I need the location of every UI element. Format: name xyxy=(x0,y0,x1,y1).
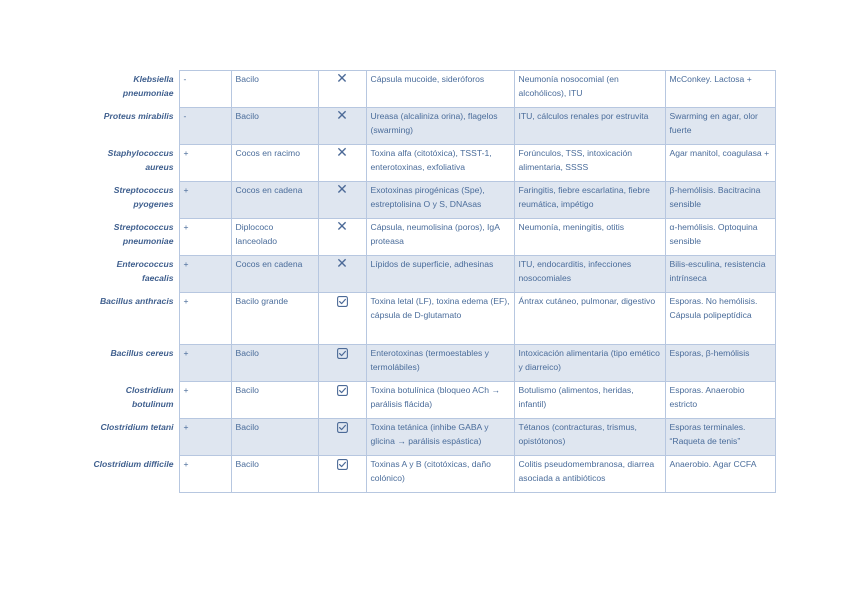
gram-stain-cell: + xyxy=(179,219,231,256)
spore-cell xyxy=(318,71,366,108)
diagnosis-cell: Esporas terminales. “Raqueta de tenis” xyxy=(665,419,775,456)
table-row xyxy=(78,219,775,256)
diseases-cell: Botulismo (alimentos, heridas, infantil) xyxy=(514,382,665,419)
diagnosis-cell: Swarming en agar, olor fuerte xyxy=(665,108,775,145)
diagnosis-cell: Bilis-esculina, resistencia intrínseca xyxy=(665,256,775,293)
morphology-cell: Bacilo xyxy=(231,419,318,456)
bacteria-name-cell xyxy=(78,256,179,293)
bacteria-name-line2: pneumoniae xyxy=(122,87,174,98)
virulence-factors-cell: Exotoxinas pirogénicas (Spe), estreptolisina O y S, DNAsas xyxy=(366,182,514,219)
gram-stain-cell: - xyxy=(179,108,231,145)
morphology-cell: Cocos en cadena xyxy=(231,256,318,293)
bacteria-name-line1: Streptococcus xyxy=(113,184,174,195)
x-mark-icon: ✕ xyxy=(336,71,348,87)
spore-cell xyxy=(318,145,366,182)
diseases-cell: Tétanos (contracturas, trismus, opistótonos) xyxy=(514,419,665,456)
spore-cell xyxy=(318,293,366,345)
bacteria-name-cell xyxy=(78,219,179,256)
virulence-factors-cell: Toxinas A y B (citotóxicas, daño colónico) xyxy=(366,456,514,493)
bacteria-name-line2: pneumoniae xyxy=(122,235,174,246)
bacteria-table xyxy=(78,70,776,493)
diseases-cell: Faringitis, fiebre escarlatina, fiebre reumática, impétigo xyxy=(514,182,665,219)
x-mark-icon: ✕ xyxy=(336,219,348,235)
table-row xyxy=(78,419,775,456)
bacteria-name-line1: Clostridium difficile xyxy=(93,458,174,469)
table-body xyxy=(78,71,775,493)
bacteria-name-cell xyxy=(78,345,179,382)
bacteria-name-line2: pyogenes xyxy=(133,198,174,209)
checkbox-checked-icon xyxy=(337,348,348,363)
diagnosis-cell: Anaerobio. Agar CCFA xyxy=(665,456,775,493)
gram-stain-cell: - xyxy=(179,71,231,108)
table-row xyxy=(78,256,775,293)
virulence-factors-cell: Toxina tetánica (inhibe GABA y glicina → parálisis espástica) xyxy=(366,419,514,456)
virulence-factors-cell: Lípidos de superficie, adhesinas xyxy=(366,256,514,293)
diagnosis-cell: Agar manitol, coagulasa + xyxy=(665,145,775,182)
diseases-cell: Colitis pseudomembranosa, diarrea asociada a antibióticos xyxy=(514,456,665,493)
diseases-cell: Neumonía, meningitis, otitis xyxy=(514,219,665,256)
spore-cell xyxy=(318,419,366,456)
gram-stain-cell: + xyxy=(179,145,231,182)
bacteria-name-line1: Enterococcus xyxy=(116,258,174,269)
virulence-factors-cell: Enterotoxinas (termoestables y termolábiles) xyxy=(366,345,514,382)
checkbox-checked-icon xyxy=(337,296,348,311)
virulence-factors-cell: Toxina alfa (citotóxica), TSST-1, enterotoxinas, exfoliativa xyxy=(366,145,514,182)
bacteria-name-line1: Bacillus cereus xyxy=(110,347,174,358)
bacteria-name-line2: aureus xyxy=(145,161,174,172)
spore-cell xyxy=(318,108,366,145)
checkbox-checked-icon xyxy=(337,422,348,437)
morphology-cell: Bacilo xyxy=(231,456,318,493)
virulence-factors-cell: Ureasa (alcaliniza orina), flagelos (swarming) xyxy=(366,108,514,145)
diseases-cell: Neumonía nosocomial (en alcohólicos), ITU xyxy=(514,71,665,108)
diseases-cell: Forúnculos, TSS, intoxicación alimentaria, SSSS xyxy=(514,145,665,182)
checkbox-checked-icon xyxy=(337,385,348,400)
table-row xyxy=(78,293,775,345)
morphology-cell: Bacilo xyxy=(231,382,318,419)
bacteria-name-line2: botulinum xyxy=(131,398,174,409)
bacteria-name-line1: Proteus mirabilis xyxy=(103,110,174,121)
gram-stain-cell: + xyxy=(179,182,231,219)
virulence-factors-cell: Toxina letal (LF), toxina edema (EF), cápsula de D-glutamato xyxy=(366,293,514,345)
bacteria-name-line1: Klebsiella xyxy=(133,73,174,84)
bacteria-name-cell xyxy=(78,456,179,493)
diagnosis-cell: β-hemólisis. Bacitracina sensible xyxy=(665,182,775,219)
table-row xyxy=(78,382,775,419)
table-row xyxy=(78,71,775,108)
table-row xyxy=(78,145,775,182)
gram-stain-cell: + xyxy=(179,293,231,345)
morphology-cell: Cocos en cadena xyxy=(231,182,318,219)
diseases-cell: Intoxicación alimentaria (tipo emético y diarreico) xyxy=(514,345,665,382)
gram-stain-cell: + xyxy=(179,256,231,293)
gram-stain-cell: + xyxy=(179,419,231,456)
morphology-cell: Bacilo xyxy=(231,345,318,382)
bacteria-name-line1: Bacillus anthracis xyxy=(99,295,174,306)
bacteria-name-line1: Clostridium tetani xyxy=(100,421,174,432)
diseases-cell: Ántrax cutáneo, pulmonar, digestivo xyxy=(514,293,665,345)
bacteria-name-cell xyxy=(78,71,179,108)
diagnosis-cell: α-hemólisis. Optoquina sensible xyxy=(665,219,775,256)
table-row xyxy=(78,108,775,145)
morphology-cell: Bacilo xyxy=(231,108,318,145)
diagnosis-cell: Esporas, β-hemólisis xyxy=(665,345,775,382)
table-row xyxy=(78,345,775,382)
spore-cell xyxy=(318,182,366,219)
spore-cell xyxy=(318,382,366,419)
bacteria-name-cell xyxy=(78,108,179,145)
spore-cell xyxy=(318,456,366,493)
x-mark-icon: ✕ xyxy=(336,145,348,161)
bacteria-name-line1: Streptococcus xyxy=(113,221,174,232)
bacteria-name-cell xyxy=(78,182,179,219)
x-mark-icon: ✕ xyxy=(336,256,348,272)
diagnosis-cell: McConkey. Lactosa + xyxy=(665,71,775,108)
bacteria-name-line1: Staphylococcus xyxy=(107,147,174,158)
bacteria-name-cell xyxy=(78,293,179,345)
spore-cell xyxy=(318,256,366,293)
diseases-cell: ITU, endocarditis, infecciones nosocomiales xyxy=(514,256,665,293)
table-row xyxy=(78,456,775,493)
virulence-factors-cell: Cápsula mucoide, sideróforos xyxy=(366,71,514,108)
table-row xyxy=(78,182,775,219)
gram-stain-cell: + xyxy=(179,345,231,382)
virulence-factors-cell: Cápsula, neumolisina (poros), IgA proteasa xyxy=(366,219,514,256)
diseases-cell: ITU, cálculos renales por estruvita xyxy=(514,108,665,145)
x-mark-icon: ✕ xyxy=(336,182,348,198)
morphology-cell: Bacilo grande xyxy=(231,293,318,345)
morphology-cell: Bacilo xyxy=(231,71,318,108)
gram-stain-cell: + xyxy=(179,456,231,493)
bacteria-name-cell xyxy=(78,382,179,419)
morphology-cell: Cocos en racimo xyxy=(231,145,318,182)
gram-stain-cell: + xyxy=(179,382,231,419)
x-mark-icon: ✕ xyxy=(336,108,348,124)
spore-cell xyxy=(318,345,366,382)
bacteria-name-cell xyxy=(78,419,179,456)
bacteria-name-line1: Clostridium xyxy=(125,384,174,395)
bacteria-name-cell xyxy=(78,145,179,182)
checkbox-checked-icon xyxy=(337,459,348,474)
virulence-factors-cell: Toxina botulínica (bloqueo ACh → parálisis flácida) xyxy=(366,382,514,419)
diagnosis-cell: Esporas. No hemólisis. Cápsula polipeptídica xyxy=(665,293,775,345)
bacteria-name-line2: faecalis xyxy=(141,272,174,283)
diagnosis-cell: Esporas. Anaerobio estricto xyxy=(665,382,775,419)
morphology-cell: Diplococo lanceolado xyxy=(231,219,318,256)
spore-cell xyxy=(318,219,366,256)
